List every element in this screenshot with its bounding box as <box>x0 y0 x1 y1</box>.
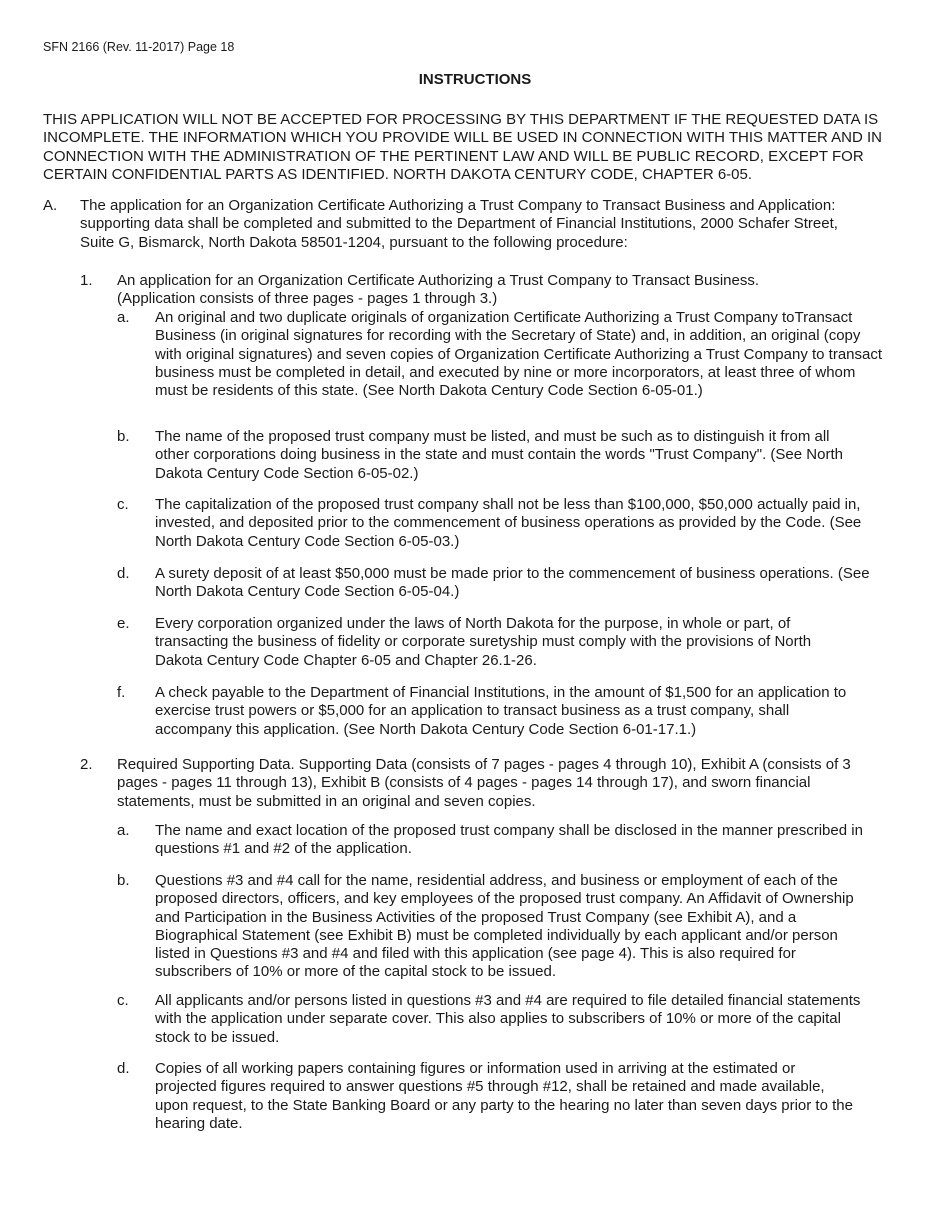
list-item-label: a. <box>117 309 130 326</box>
list-item-label: d. <box>117 1060 130 1077</box>
list-item-text: A surety deposit of at least $50,000 must be made prior to the commencement of business operations. (See North Dakota Century Code Section 6-05-04.) <box>155 565 870 601</box>
list-item-text: The capitalization of the proposed trust company shall not be less than $100,000, $50,000 actually paid in, invested, and deposited prior to the commencement of business operations as provided by the Code. (See North Dakota Century Code Section 6-05-03.) <box>155 496 862 550</box>
list-item-label: d. <box>117 565 130 582</box>
list-item-label: c. <box>117 496 129 513</box>
intro-paragraph: THIS APPLICATION WILL NOT BE ACCEPTED FOR PROCESSING BY THIS DEPARTMENT IF THE REQUESTED DATA IS INCOMPLETE. THE INFORMATION WHICH YOU PROVIDE WILL BE USED IN CONNECTION WITH THIS MATTER AND IN CONNECTION WITH THE ADMINISTRATION OF THE PERTINENT LAW AND WILL BE PUBLIC RECORD, EXCEPT FOR CERTAIN CONFIDENTIAL PARTS AS IDENTIFIED. NORTH DAKOTA CENTURY CODE, CHAPTER 6-05. <box>43 111 882 183</box>
list-item-label: b. <box>117 872 130 889</box>
list-item-text: Questions #3 and #4 call for the name, residential address, and business or employment of each of the proposed directors, officers, and key employees of the proposed trust company. An Affidavit of Ownership and Participation in the Business Activities of the proposed Trust Company (see Exhibit A), and a Biographical Statement (see Exhibit B) must be completed individually by each applicant and/or person listed in Questions #3 and #4 and filed with this application (see page 4). This is also required for subscribers of 10% or more of the capital stock to be issued. <box>155 872 854 981</box>
list-item-label: a. <box>117 822 130 839</box>
form-identifier: SFN 2166 (Rev. 11-2017) Page 18 <box>43 40 235 54</box>
list-item-text: The name of the proposed trust company must be listed, and must be such as to distinguish it from all other corporations doing business in the state and must contain the words "Trust Company". (See North Dakota Century Code Section 6-05-02.) <box>155 428 843 482</box>
list-item-text: A check payable to the Department of Financial Institutions, in the amount of $1,500 for an application to exercise trust powers or $5,000 for an application to transact business as a trust company, shall accompany this application. (See North Dakota Century Code Section 6-01-17.1.) <box>155 684 847 738</box>
item-2-text: Required Supporting Data. Supporting Data (consists of 7 pages - pages 4 through 10), Exhibit A (consists of 3 pages - pages 11 through 13), Exhibit B (consists of 4 pages - pages 14 through 17), and sworn financial statements, must be submitted in an original and seven copies. <box>117 756 851 810</box>
item-2-label: 2. <box>80 756 93 773</box>
page-title: INSTRUCTIONS <box>418 71 532 88</box>
list-item-label: f. <box>117 684 126 701</box>
item-1-text: An application for an Organization Certificate Authorizing a Trust Company to Transact Business. (Application consists of three pages - pages 1 through 3.) <box>117 272 759 308</box>
list-item-label: b. <box>117 428 130 445</box>
item-1-label: 1. <box>80 272 93 289</box>
section-a-text: The application for an Organization Certificate Authorizing a Trust Company to Transact Business and Application: supporting data shall be completed and submitted to the Department of Financial Institutions, 2000 Schafer Street, Suite G, Bismarck, North Dakota 58501-1204, pursuant to the following procedure: <box>80 197 838 251</box>
list-item-text: Copies of all working papers containing figures or information used in arriving at the estimated or projected figures required to answer questions #5 through #12, shall be retained and made available, upon request, to the State Banking Board or any party to the hearing no later than seven days prior to the hearing date. <box>155 1060 853 1132</box>
list-item-text: All applicants and/or persons listed in questions #3 and #4 are required to file detailed financial statements with the application under separate cover. This also applies to subscribers of 10% or more of the capital stock to be issued. <box>155 992 861 1046</box>
section-a-label: A. <box>43 197 58 214</box>
list-item-text: Every corporation organized under the laws of North Dakota for the purpose, in whole or part, of transacting the business of fidelity or corporate suretyship must comply with the provisions of North Dakota Century Code Chapter 6-05 and Chapter 26.1-26. <box>155 615 812 669</box>
list-item-text: The name and exact location of the proposed trust company shall be disclosed in the manner prescribed in questions #1 and #2 of the application. <box>155 822 863 858</box>
list-item-label: c. <box>117 992 129 1009</box>
list-item-text: An original and two duplicate originals of organization Certificate Authorizing a Trust Company toTransact Business (in original signatures for recording with the Secretary of State) and, in addition, an original (copy with original signatures) and seven copies of Organization Certificate Authorizing a Trust Company to transact business must be completed in detail, and executed by nine or more incorporators, at least three of whom must be residents of this state. (See North Dakota Century Code Section 6-05-01.) <box>155 309 883 400</box>
list-item-label: e. <box>117 615 130 632</box>
